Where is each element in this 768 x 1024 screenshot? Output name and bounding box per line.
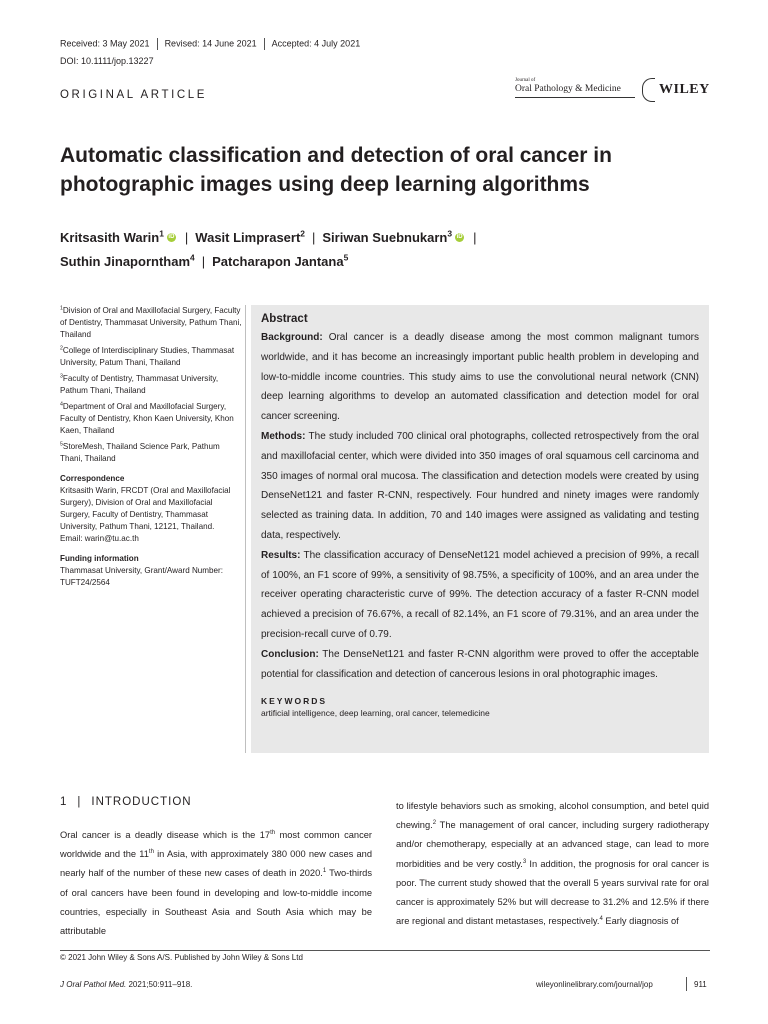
- affiliation: $^3$Faculty of Dentistry, Thammasat University, Pathum Thani, Thailand: [60, 373, 219, 395]
- conclusion-text: The DenseNet121 and faster R-CNN algorithm were proved to offer the acceptable potential for classification and detection of cancerous lesions in oral photographic images.: [261, 648, 699, 680]
- author-affil-sup: 5: [343, 252, 349, 263]
- correspondence-text: Kritsasith Warin, FRCDT (Oral and Maxillofacial Surgery), Division of Oral and Maxillofacial Surgery, Faculty of Dentistry, Thammasat University, Pathum Thani, 12121, Thailand.: [60, 486, 231, 531]
- journal-name: Oral Pathology & Medicine: [515, 84, 621, 94]
- funding-heading: Funding information: [60, 554, 139, 563]
- section-title: INTRODUCTION: [91, 796, 192, 808]
- affiliation: $^1$Division of Oral and Maxillofacial Surgery, Faculty of Dentistry, Thammasat University, Pathum Thani, Thailand: [60, 305, 242, 339]
- author-name: Suthin Jinaporntham: [60, 254, 190, 269]
- section-heading: 1 | INTRODUCTION: [60, 796, 192, 808]
- author-affil-sup: 4: [190, 252, 195, 263]
- footer-separator: [686, 977, 687, 991]
- author-name: Siriwan Suebnukarn: [322, 230, 448, 245]
- abstract-box: [251, 305, 709, 753]
- journal-citation: J Oral Pathol Med. 2021;50:911–918.: [60, 980, 193, 989]
- author-affil-sup: 1: [159, 228, 164, 239]
- footer-divider: [60, 950, 710, 951]
- sidebar-divider: [245, 305, 246, 753]
- orcid-icon[interactable]: iD: [168, 234, 175, 241]
- copyright-notice: © 2021 John Wiley & Sons A/S. Published by John Wiley & Sons Ltd: [60, 953, 303, 962]
- background-label: Background:: [261, 332, 323, 343]
- revised-date: Revised: 14 June 2021: [164, 38, 257, 49]
- author-name: Wasit Limprasert: [195, 230, 301, 245]
- results-text: The classification accuracy of DenseNet121 model achieved a precision of 99%, a recall of 100%, an F1 score of 99%, a sensitivity of 98.75%, a specificity of 100%, and an area under the receiver operating characteristic curve of 99%. The detection accuracy of a faster R-CNN model achieved a precision of 76.67%, a recall of 82.14%, an F1 score of 79.31%, and an area under the precision-recall curve of 0.79.: [261, 549, 699, 640]
- conclusion-label: Conclusion:: [261, 648, 319, 660]
- accepted-date: Accepted: 4 July 2021: [271, 38, 361, 49]
- affiliation: $^4$Department of Oral and Maxillofacial Surgery, Faculty of Dentistry, Khon Kaen University, Khon Kaen, Thailand: [60, 401, 234, 435]
- author-name: Patcharapon Jantana: [212, 254, 344, 269]
- section-number: 1: [60, 796, 68, 808]
- author-affil-sup: 3: [447, 228, 453, 239]
- author-list: Kritsasith Warin$^1$ iD | Wasit Limprasert$^2$ | Siriwan Suebnukarn$^3$ iD | Suthin Jinaporntham$^4$ | Patcharapon Jantana$^5$: [60, 228, 477, 269]
- correspondence-email[interactable]: Email: warin@tu.ac.th: [60, 534, 139, 543]
- article-type: ORIGINAL ARTICLE: [60, 89, 208, 101]
- methods-text: The study included 700 clinical oral photographs, collected retrospectively from the oral and maxillofacial center, which were divided into 350 images of oral squamous cell carcinoma and 350 images of normal oral mucosa. The classification and detection models were created by using DenseNet121 and faster R-CNN, respectively. Four hundred and ninety images were randomly selected as training data. In addition, 70 and 140 images were assigned as validating and testing data, respectively.: [261, 430, 699, 541]
- affiliation: $^5$StoreMesh, Thailand Science Park, Pathum Thani, Thailand: [60, 441, 220, 463]
- article-title: Automatic classification and detection of oral cancer in photographic images using deep learning algorithms: [60, 144, 612, 196]
- journal-url[interactable]: wileyonlinelibrary.com/journal/jop: [536, 980, 653, 989]
- correspondence-heading: Correspondence: [60, 474, 125, 483]
- methods-label: Methods:: [261, 430, 306, 442]
- journal-logo-icon: [642, 78, 655, 102]
- publication-dates: [60, 38, 360, 50]
- page-number: 911: [694, 980, 707, 989]
- abstract-heading: Abstract: [261, 313, 308, 325]
- keywords-text: artificial intelligence, deep learning, oral cancer, telemedicine: [261, 708, 490, 719]
- funding-text: Thammasat University, Grant/Award Number: TUFT24/2564: [60, 566, 223, 587]
- orcid-icon[interactable]: iD: [456, 234, 463, 241]
- background-text: Oral cancer is a deadly disease among the most common malignant tumors worldwide, and it has become an increasingly important public health problem in developing and low-to-middle income countries. This study aims to use the convolutional neural network (CNN) deep learning algorithms to develop an automated classification and detection model for oral cancer screening.: [261, 332, 699, 423]
- abstract-text: [261, 328, 699, 684]
- body-column-left: Oral cancer is a deadly disease which is the 17th most common cancer worldwide and the 11th in Asia, with approximately 380 000 new cases and nearly half of the number of these new cases of death in 2020.$^1$ Two-thirds of oral cancers have been found in developing and low-to-middle income countries, especially in Southeast Asia and South Asia which may be attributable: [60, 829, 372, 937]
- affiliation: $^2$College of Interdisciplinary Studies, Thammasat University, Patum Thani, Thailand: [60, 345, 235, 367]
- affiliations-sidebar: [60, 305, 242, 593]
- journal-of-label: Journal of: [515, 78, 536, 83]
- results-label: Results:: [261, 549, 301, 561]
- publisher-logo: WILEY: [659, 82, 710, 97]
- received-date: Received: 3 May 2021: [60, 38, 150, 49]
- author-affil-sup: 2: [300, 228, 305, 239]
- author-name: Kritsasith Warin: [60, 230, 160, 245]
- journal-logo: [512, 78, 712, 104]
- doi[interactable]: DOI: 10.1111/jop.13227: [60, 56, 154, 66]
- keywords-heading: KEYWORDS: [261, 696, 328, 707]
- body-column-right: to lifestyle behaviors such as smoking, alcohol consumption, and betel quid chewing.$^2$ The management of oral cancer, including surgery radiotherapy and/or chemotherapy, especially at an advanced stage, can lead to more morbidities and be very costly.$^3$ In addition, the prognosis for oral cancer is poor. The current study showed that the overall 5 years survival rate for oral cancer is approximately 52% but will decrease to 31.2% and 12.5% if there are regional and distant metastases, respectively.$^4$ Early diagnosis of: [396, 801, 709, 927]
